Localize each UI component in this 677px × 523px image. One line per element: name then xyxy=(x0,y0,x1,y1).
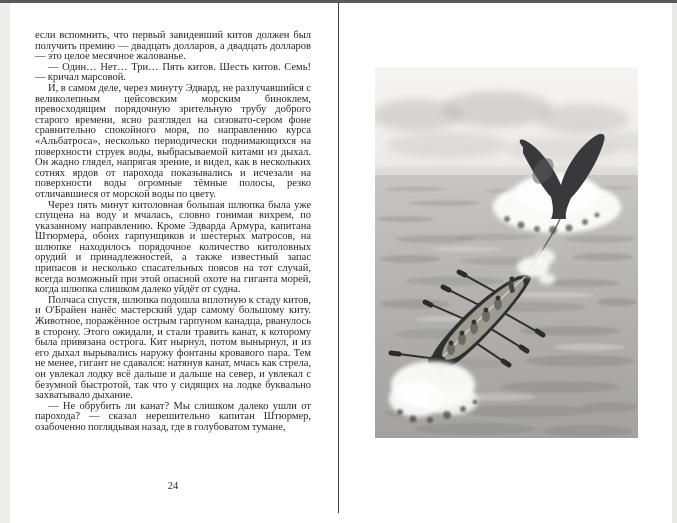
whale-hunt-illustration xyxy=(375,67,638,438)
left-page xyxy=(10,3,338,523)
paragraph: — Один… Нет… Три… Пять китов. Шесть китов. Семь! — кричал марсовой. xyxy=(35,61,311,84)
screen-left-margin xyxy=(0,3,10,523)
illustration-sky xyxy=(375,67,638,185)
page-number: 24 xyxy=(167,481,179,492)
right-page xyxy=(339,3,672,523)
paragraph: И, в самом деле, через минуту Эдвард, не разлучавшийся с великолепным цейсовским морским биноклем, превосходящим порядочную зрительную трубу доброго старого времени, ясно разглядел на сизовато-сером фоне сравнительно спокойного моря, по направлению курса «Альбатроса», несколько периодически поднимающихся на поверхности струек воды, выбрасываемой китами из дыхал. Он жадно глядел, напрягая зрение, и видел, как в нескольких сотнях ярдов от парохода показывались и исчезали на поверхности воды огромные тёмные полосы, резко отличавшиеся от морской воды по цвету. xyxy=(35,82,311,200)
page-text-block xyxy=(35,31,311,434)
screen-right-margin xyxy=(672,3,677,523)
paragraph: Через пять минут китоловная большая шлюпка была уже спущена на воду и мчалась, словно гонимая вихрем, по указанному направлению. Кроме Эдварда Армура, капитана Штюрмера, обоих гарпунщиков и шестерых матросов, на шлюпке находилось порядочное количество китоловных орудий и принадлежностей, а также известный запас припасов и несколько спасательных поясов на тот случай, всегда возможный при этой опасной охоте на гиганта морей, когда шлюпка слишком далеко уйдёт от судна. xyxy=(35,199,311,296)
paragraph: если вспомнить, что первый завидевший китов должен был получить премию — двадцать долларов, а двадцать долларов — это целое месячное жалованье. xyxy=(35,30,311,63)
paragraph: Полчаса спустя, шлюпка подошла вплотную к стаду китов, и О'Брайен нанёс мастерский удар самому большому киту. Животное, поражённое острым гарпуном канадца, рванулось в сторону. Этого ожидали, и стали травить канат, к которому была привязана острога. Кит нырнул, потом вынырнул, и из его дыхал вырывались наружу фонтаны кровавого пара. Тем не менее, гигант не сдавался: натянув канат, мчась как стрела, он увлекал лодку всё дальше и дальше на север, и увлекал с безумной быстротой, так что у сидящих на лодке буквально захватывало дыхание. xyxy=(35,294,311,402)
paragraph: — Не обрубить ли канат? Мы слишком далеко ушли от парохода? — сказал нерешительно капитан Штюрмер, озабоченно поглядывая назад, где в голубоватом тумане, xyxy=(35,400,311,433)
